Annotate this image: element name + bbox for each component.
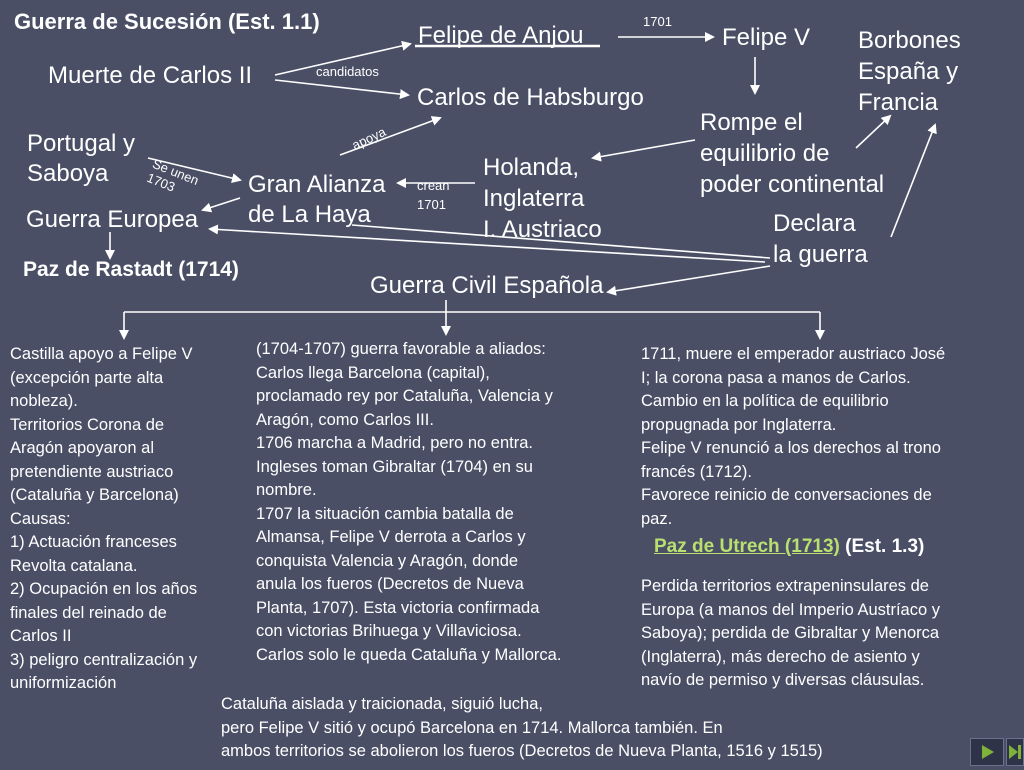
node-declara-guerra: Declara la guerra [773,210,868,268]
paz-utrech-suffix: (Est. 1.3) [845,536,925,557]
play-forward-icon [971,739,1003,765]
paz-utrech-link[interactable]: Paz de Utrech (1713) [654,536,840,557]
node-muerte-carlos-ii: Muerte de Carlos II [48,62,253,89]
node-guerra-europea: Guerra Europea [26,206,199,233]
node-gran-alianza: Gran Alianza de La Haya [248,171,386,228]
column-right-text: 1711, muere el emperador austriaco José I; la corona pasa a manos de Carlos. Cambio en la política de equilibrio propugnada por Inglaterra. Felipe V renunció a los derechos al trono francés (1712). Favorece reinicio de conversaciones de paz. [641,345,946,528]
next-slide-button[interactable] [970,738,1004,766]
node-borbones: Borbones España y Francia [858,27,961,116]
node-felipe-de-anjou: Felipe de Anjou [418,22,584,49]
column-middle-text: (1704-1707) guerra favorable a aliados: Carlos llega Barcelona (capital), proclamado rey por Cataluña, Valencia y Aragón, como Carlos III. 1706 marcha a Madrid, pero no entra. Ingleses toman Gibraltar (1704) en su nombre. 1707 la situación cambia batalla de Almansa, Felipe V derrota a Carlos y conquista Valencia y Aragón, donde anula los fueros (Decretos de Nueva Planta, 1707). Esta victoria confirmada con victorias Brihuega y Villaviciosa. Carlos solo le queda Cataluña y Mallorca. [256,340,562,664]
node-portugal-saboya: Portugal y Saboya [27,130,136,187]
utrech-text: Perdida territorios extrapeninsulares de Europa (a manos del Imperio Austríaco y Saboya); perdida de Gibraltar y Menorca (Inglaterra), más derecho de asiento y navío de permiso y diversas cláusulas. [641,577,940,689]
edge-label-candidatos: candidatos [316,64,379,79]
node-paz-rastadt: Paz de Rastadt (1714) [23,258,239,281]
node-holanda-inglaterra: Holanda, Inglaterra I. Austriaco [483,154,602,243]
last-slide-button[interactable] [1006,738,1024,766]
edge-label-apoya: apoya [349,124,389,153]
skip-forward-icon [1007,739,1023,765]
edge-label-crean: crean 1701 [417,178,450,212]
edge-label-1701: 1701 [643,14,672,29]
bottom-text: Cataluña aislada y traicionada, siguió lucha, pero Felipe V sitió y ocupó Barcelona en 1714. Mallorca también. En ambos territorios se abolieron los fueros (Decretos de Nueva Planta, 1516 y 1515) [221,695,823,760]
edge-label-se-unen: Se unen 1703 [144,156,201,195]
node-rompe-equilibrio: Rompe el equilibrio de poder continental [700,109,885,198]
column-left-text: Castilla apoyo a Felipe V (excepción parte alta nobleza). Territorios Corona de Aragón apoyaron al pretendiente austriaco (Cataluña y Barcelona) Causas: 1) Actuación franceses Revolta catalana. 2) Ocupación en los años finales del reinado de Carlos II 3) peligro centralización y uniformización [10,345,198,692]
node-carlos-de-habsburgo: Carlos de Habsburgo [417,84,644,111]
page-title: Guerra de Sucesión (Est. 1.1) [14,9,320,34]
node-guerra-civil: Guerra Civil Española [370,272,604,299]
paz-utrech-heading [654,537,924,556]
node-felipe-v: Felipe V [722,24,811,51]
